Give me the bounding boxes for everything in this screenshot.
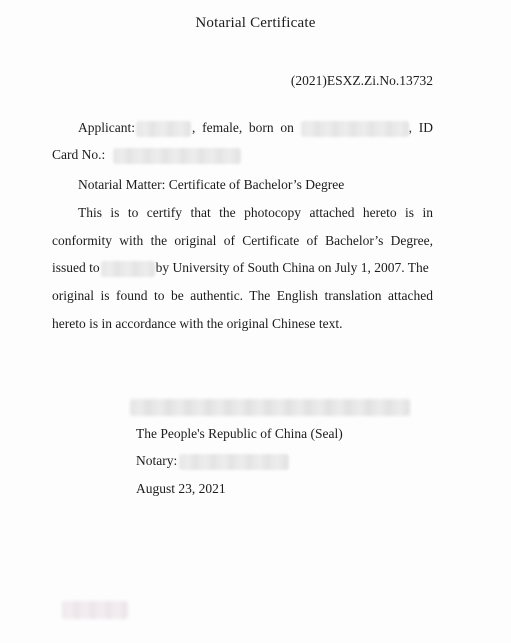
- body-line-1: [52, 205, 433, 221]
- body-line-5: [52, 316, 433, 332]
- redacted-id-number: [113, 148, 241, 164]
- body-text-3a: issued to: [52, 260, 100, 275]
- redacted-notary-office: [130, 399, 410, 416]
- body-text-2: conformity with the original of Certificate of Bachelor’s Degree,: [52, 233, 433, 248]
- redacted-name: [136, 121, 191, 137]
- redacted-recipient: [101, 261, 155, 277]
- applicant-label: Applicant:: [78, 120, 135, 135]
- certificate-date: August 23, 2021: [136, 481, 226, 496]
- notary-line: [136, 453, 289, 470]
- applicant-line: [52, 120, 433, 137]
- body-line-3: [52, 260, 433, 277]
- applicant-gender-born: , female, born on: [192, 120, 294, 135]
- seal-line: The People's Republic of China (Seal): [136, 426, 343, 441]
- notary-label: Notary:: [136, 453, 178, 468]
- body-text-5: hereto is in accordance with the original Chinese text.: [52, 316, 343, 331]
- redacted-birthdate: [301, 121, 409, 137]
- id-card-label: Card No.:: [52, 147, 106, 162]
- certificate-number: (2021)ESXZ.Zi.No.13732: [290, 73, 433, 88]
- body-text-1: This is to certify that the photocopy attached hereto is in: [78, 205, 433, 220]
- document-title: Notarial Certificate: [195, 15, 316, 31]
- notarial-matter: [52, 177, 433, 193]
- redacted-footer-mark: [62, 601, 128, 619]
- body-line-4: [52, 288, 433, 304]
- body-text-4: original is found to be authentic. The English translation attached: [52, 288, 433, 303]
- body-line-2: [52, 233, 433, 249]
- body-text-3b: by University of South China on July 1, 2007. The: [155, 260, 429, 275]
- id-card-line: [52, 147, 433, 164]
- redacted-notary-name: [179, 454, 289, 470]
- applicant-id-label: , ID: [408, 120, 434, 135]
- notarial-matter-text: Notarial Matter: Certificate of Bachelor’s Degree: [78, 177, 345, 192]
